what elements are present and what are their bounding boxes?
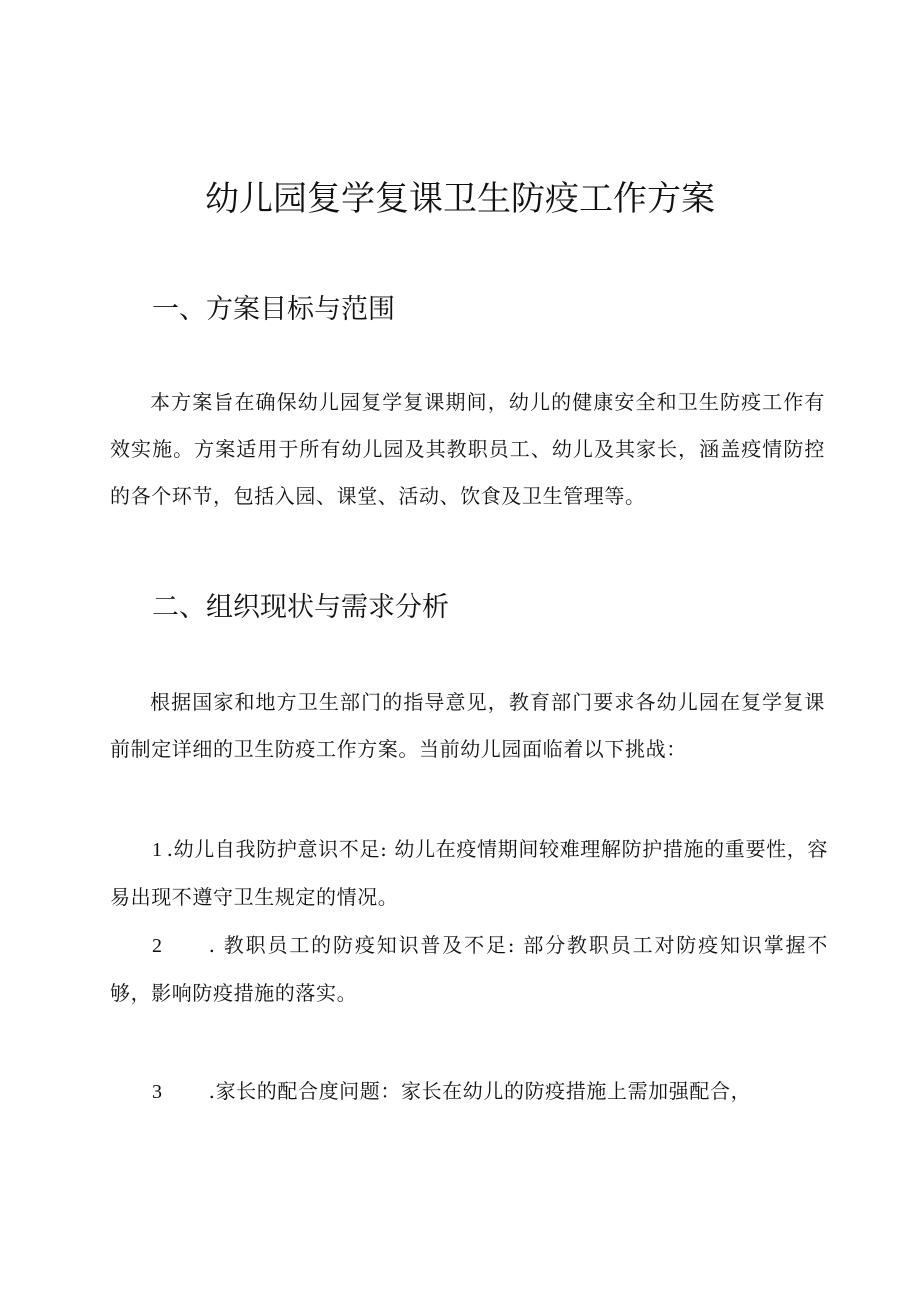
list-item-1 <box>110 826 828 921</box>
list-item-1-text: .幼儿自我防护意识不足: 幼儿在疫情期间较难理解防护措施的重要性，容易出现不遵守卫生规定的情况。 <box>110 837 828 909</box>
list-item-2 <box>110 922 828 1017</box>
section-1-heading: 一、方案目标与范围 <box>152 294 395 325</box>
list-item-2-text: . 教职员工的防疫知识普及不足: 部分教职员工对防疫知识掌握不够，影响防疫措施的落实。 <box>110 933 828 1005</box>
list-item-2-number: 2 <box>152 935 163 957</box>
document-title: 幼儿园复学复课卫生防疫工作方案 <box>205 179 715 219</box>
list-item-1-number: 1 <box>152 839 163 861</box>
list-item-3-text: .家长的配合度问题：家长在幼儿的防疫措施上需加强配合， <box>208 1079 752 1103</box>
list-item-3 <box>110 1068 828 1116</box>
section-2-paragraph: 根据国家和地方卫生部门的指导意见，教育部门要求各幼儿园在复学复课前制定详细的卫生防疫工作方案。当前幼儿园面临着以下挑战： <box>110 690 825 761</box>
section-1-paragraph: 本方案旨在确保幼儿园复学复课期间，幼儿的健康安全和卫生防疫工作有效实施。方案适用于所有幼儿园及其教职员工、幼儿及其家长，涵盖疫情防控的各个环节，包括入园、课堂、活动、饮食及卫生管理等。 <box>110 390 825 508</box>
section-2-heading: 二、组织现状与需求分析 <box>152 592 449 623</box>
list-item-3-number: 3 <box>152 1081 163 1103</box>
